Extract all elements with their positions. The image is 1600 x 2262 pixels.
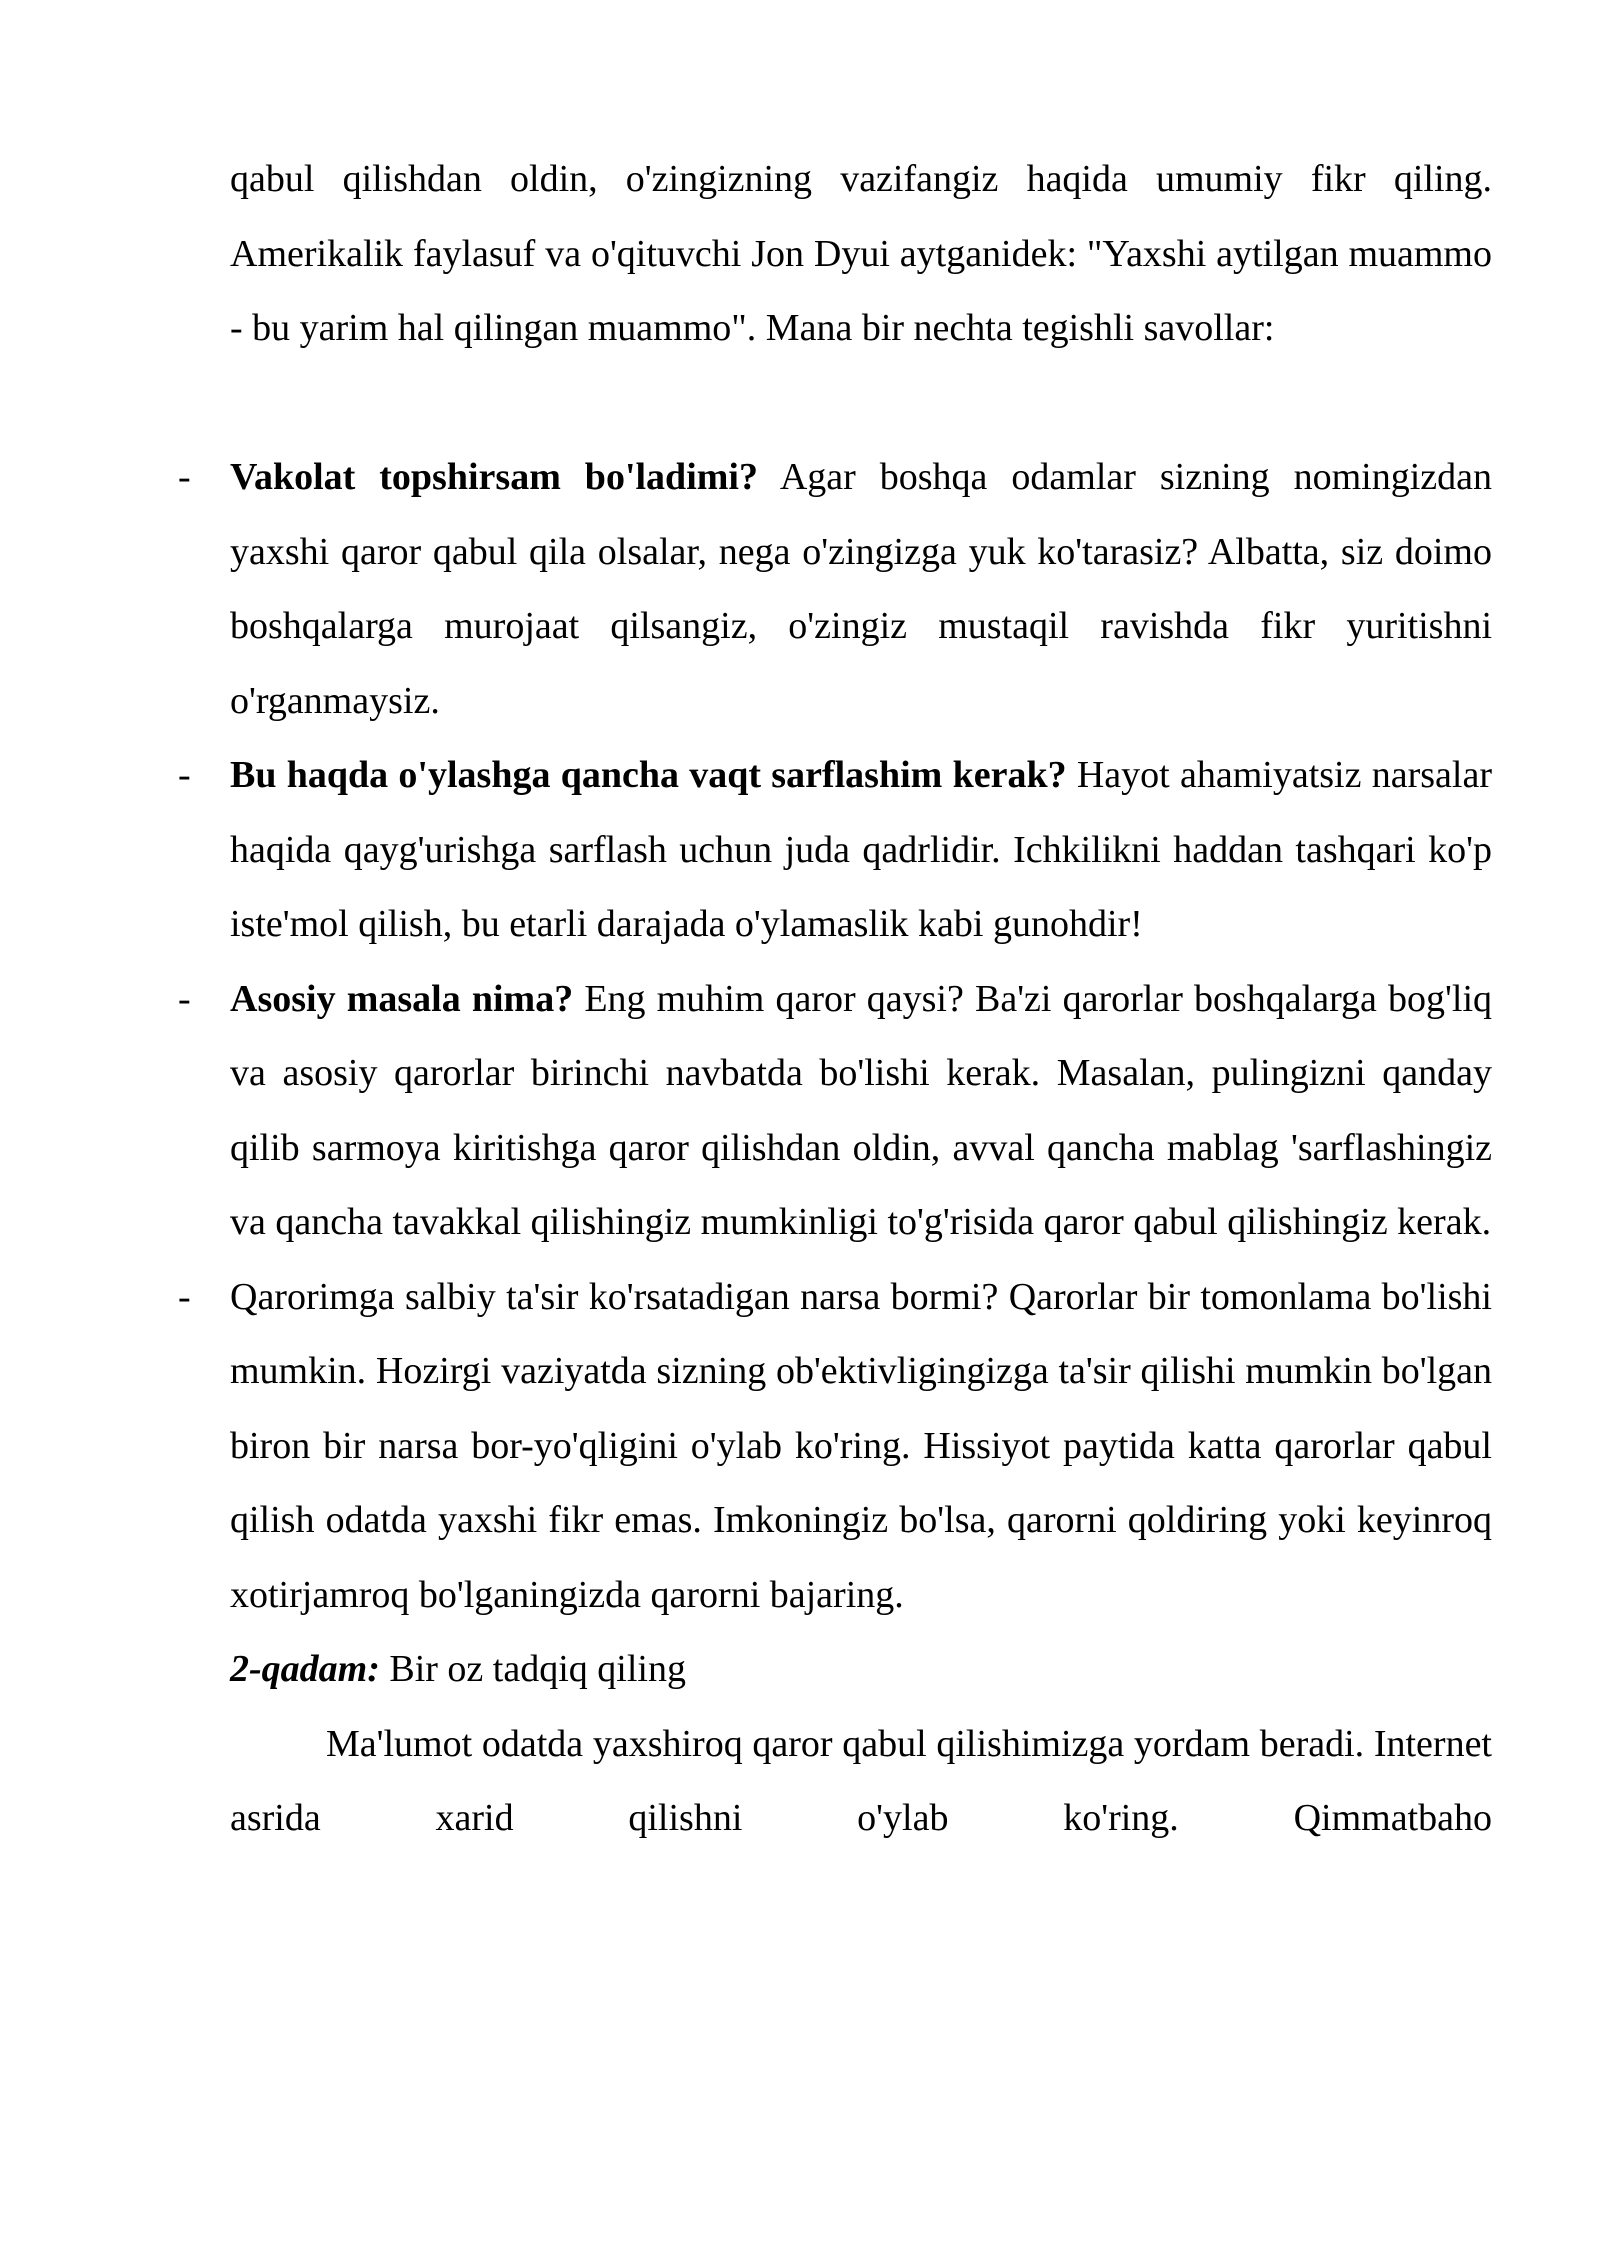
list-marker: - — [178, 1275, 191, 1318]
step-label: 2-qadam: — [230, 1648, 380, 1690]
paragraph-row — [0, 1707, 1600, 1856]
list-item-lead: Asosiy masala nima? — [230, 977, 574, 1020]
question-list — [0, 440, 1600, 1856]
intro-paragraph: qabul qilishdan oldin, o'zingizning vazifangiz haqida umumiy fikr qiling. Amerikalik faylasuf va o'qituvchi Jon Dyui aytganidek: "Yaxshi aytilgan muammo - bu yarim hal qilingan muammo". Mana bir nechta tegishli savollar: — [230, 158, 1492, 349]
step-title: Bir oz tadqiq qiling — [379, 1648, 686, 1690]
body-paragraph: Ma'lumot odatda yaxshiroq qaror qabul qilishimizga yordam beradi. Internet asrida xarid qilishni o'ylab ko'ring. Qimmatbaho — [230, 1722, 1492, 1839]
list-item — [0, 1260, 1600, 1633]
step-heading-row — [0, 1632, 1600, 1707]
list-item — [0, 738, 1600, 962]
list-item-text — [230, 738, 1492, 962]
list-item-body: Agar boshqa odamlar sizning nomingizdan yaxshi qaror qabul qila olsalar, nega o'zingizga yuk ko'tarasiz? Albatta, siz doimo boshqalarga murojaat qilsangiz, o'zingiz mustaqil ravishda fikr yuritishni o'rganmaysiz. — [230, 456, 1492, 722]
list-marker: - — [178, 456, 191, 498]
list-marker: - — [178, 977, 191, 1020]
list-item-text — [230, 1260, 1492, 1633]
list-marker: - — [178, 754, 191, 796]
list-item-body: Qarorimga salbiy ta'sir ko'rsatadigan narsa bormi? Qarorlar bir tomonlama bo'lishi mumkin. Hozirgi vaziyatda sizning ob'ektivligingizga ta'sir qilishi mumkin bo'lgan biron bir narsa bor-yo'qligini o'ylab ko'ring. Hissiyot paytida katta qarorlar qabul qilish odatda yaxshi fikr emas. Imkoningiz bo'lsa, qarorni qoldiring yoki keyinroq xotirjamroq bo'lganingizda qarorni bajaring. — [230, 1275, 1492, 1616]
step-heading — [230, 1632, 1492, 1707]
list-item-lead: Vakolat topshirsam bo'ladimi? — [230, 456, 758, 498]
list-item — [0, 440, 1600, 738]
list-item — [0, 962, 1600, 1260]
list-item-body: Eng muhim qaror qaysi? Ba'zi qarorlar boshqalarga bog'liq va asosiy qarorlar birinchi navbatda bo'lishi kerak. Masalan, pulingizni qanday qilib sarmoya kiritishga qaror qilishdan oldin, avval qancha mablag 'sarflashingiz va qancha tavakkal qilishingiz mumkinligi to'g'risida qaror qabul qilishingiz kerak. — [230, 977, 1492, 1243]
list-item-text — [230, 440, 1492, 738]
list-item-body: Hayot ahamiyatsiz narsalar haqida qayg'urishga sarflash uchun juda qadrlidir. Ichkilikni haddan tashqari ko'p iste'mol qilish, bu etarli darajada o'ylamaslik kabi gunohdir! — [230, 754, 1492, 945]
list-item-lead: Bu haqda o'ylashga qancha vaqt sarflashim kerak? — [230, 754, 1067, 796]
list-item-text — [230, 962, 1492, 1260]
